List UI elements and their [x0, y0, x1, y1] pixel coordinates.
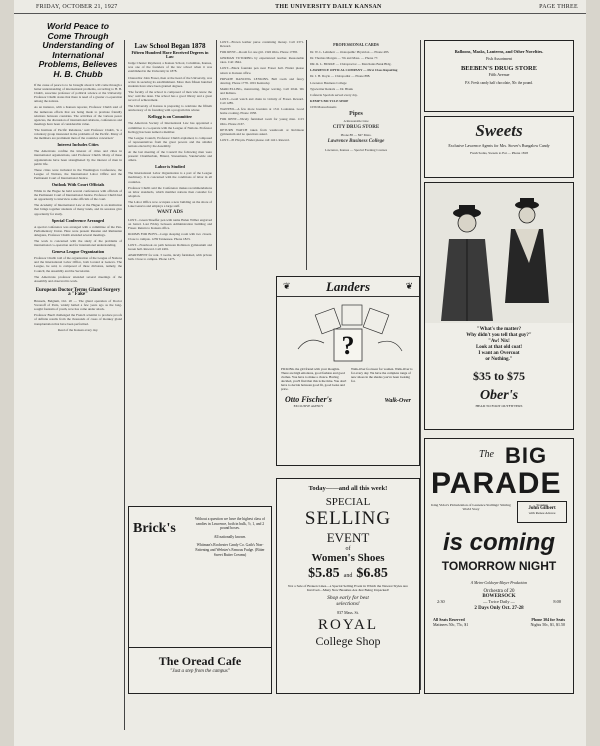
sweets-sub: Exclusive Lawrence Agents for Mrs. Stover's Bungalow Candy: [448, 143, 550, 148]
article-headline-gland: European Doctor Terms Gland Surgery a "Fake": [35, 287, 121, 297]
article-paragraph: The Americans professor attended several meetings of the Assembly and observed its work.: [34, 274, 122, 283]
cards-heading: PROFESSIONAL CARDS: [333, 42, 379, 47]
otto-fischer-brand: Otto Fischer's: [285, 394, 332, 404]
bricks-brands: Whitman's Rochester Candy Co. Gath's Non-Fattening and Webster's Famous Fudge. (Bitter Sweet Butter Creams): [195, 543, 265, 557]
article-subhead: Interest Includes Cities: [57, 142, 99, 148]
landers-copy-right: Walk-Over footwear for women. Walk-Over is for every day. We have the complete range of new shoes in the shades you've been looking for.: [351, 367, 413, 384]
bricks-copy: Without a question we have the highest class of candies in Lawrence, both in bulk, ½, 1, and 2 pound boxes.: [194, 517, 266, 531]
column-3: [220, 40, 304, 290]
sweets-note: Fresh Sodas, Sweets to Eat — Phone 1818: [470, 151, 528, 155]
shoes-illustration: [278, 299, 418, 367]
classified-ad: FOR RENT—Room for one girl. 1326 Ohio. Phone 1738J.: [220, 50, 298, 55]
column-divider: [124, 40, 125, 730]
drug-store-name: BEEBEN'S DRUG STORE: [460, 65, 538, 72]
event-of: of: [345, 546, 351, 552]
matinee-prices: Matinees 50c, 75c, $1: [433, 622, 469, 627]
oread-cafe-tagline: "Just a step from the campus": [170, 669, 230, 674]
business-card: Dr. J. H. Doyle — Chiropodist — Phone 888.: [310, 74, 371, 79]
classified-ad: LOST—Gold watch and chain in vicinity of Fraser. Reward. Call 1289.: [220, 97, 304, 106]
novelties-line: Balloons, Masks, Lanterns, and Other Novelties.: [454, 49, 544, 54]
quote-line-6: or Nothing.": [485, 357, 513, 362]
article-paragraph: At the last meeting of the Council the following men were present: Chamberlain, Briand, Stresemann, Vandervelde and others.: [128, 149, 212, 163]
event-today: Today——and all this week!: [308, 485, 388, 492]
article-subhead: Labor is Studied: [155, 164, 185, 170]
article-paragraph: Professor Chubb told of the organization of the League of Nations and the International Labor Office, both located at Geneva. The League, he said, is composed of three divisions, namely, the Council, the Assembly and the Secretariat.: [34, 256, 122, 273]
exclusive-agency: EXCLUSIVE AGENCY: [293, 403, 324, 408]
drug-store-ad: [424, 40, 574, 112]
article-paragraph: As an instance, with a Kansan reporter, Professor Chubb said of the numerous efforts that are being made to promote friendly relations between countries. The activities of the various peace agencies, the discussion of international relations, conferences and meetings have been of considerable value.: [34, 105, 122, 126]
business-college: Lawrence Business College: [327, 139, 385, 145]
classified-ad: LOST—Green Shaeffer pen with name Helen Wilber engraved on barrel. Last Friday between Administration building and Fraser. Return to Kansan office.: [128, 218, 212, 231]
want-ads-heading: WANT ADS: [157, 210, 183, 216]
article-paragraph: 'The faculty of the school is composed of men who know the law,' said the dean. The school has a good library and a great record of achievement.: [128, 89, 212, 103]
movie-the: The: [479, 449, 494, 460]
event-special: SPECIAL: [325, 496, 371, 508]
pipes-heading: Pipes: [349, 111, 363, 118]
column-divider: [420, 40, 421, 690]
column-divider: [216, 40, 217, 270]
article-paragraph: The work is concerned with the study of the problems of international co-operation and for international understanding.: [34, 239, 122, 248]
price-2: $6.85: [356, 566, 388, 581]
city-drug-sub: Phone 88 — 847 Mass.: [340, 133, 372, 138]
business-card: KEMP'S BICYCLE SHOP: [310, 98, 349, 103]
business-college-sub: Lawrence, Kansas — Special Evening Courses: [324, 147, 388, 152]
article-subhead: Outlook With Court Officials: [51, 181, 105, 187]
classified-ad: PRIVATE DANCING LESSONS. Ball room and fancy dancing. Phone 1778. 1001 Kentucky.: [220, 76, 304, 85]
movie-orchestra: Orchestra of 20: [483, 589, 515, 594]
business-card: Typewriter Rentals — Dr. Blank: [310, 86, 353, 91]
bricks-ad: [128, 506, 272, 694]
classified-ad: WANTED—A few more boarders at 1311 Louisiana. Good home cooking. Phone 1958.: [220, 107, 304, 116]
college-shop: College Shop: [315, 633, 381, 648]
article-paragraph: Chancellor John Fraser, then at the head of the University, was active in securing its establishment. More than fifteen hundred students have since been granted degrees.: [128, 75, 212, 88]
article-headline-law-school: Law School Began 1878: [134, 42, 206, 50]
article-paragraph: Judge Chester Raymond, a Kansas School, Columbus, Kansas, was one of the founders of the law school when it was established in the University in 1878.: [128, 61, 212, 74]
article-headline-peace: World Peace to Come Through Understanding of International Problems, Believes H. B. Chubb: [38, 21, 118, 79]
article-paragraph: A special conference was arranged with a committee of the Pan-Parliamentary Union. Here were present Russian and Rumanian delegates, Professor Chubb attended several meetings.: [34, 224, 122, 237]
quote-line-2: Why didn't you tell that guy?": [466, 333, 532, 338]
walk-over-footer: Walk-Over: [384, 398, 411, 405]
men-in-overcoats-illustration: [425, 183, 573, 323]
newspaper-page: [14, 0, 586, 746]
quote-line-4: Look at that old coat!: [475, 345, 523, 350]
oread-cafe-name: The Oread Cafe: [158, 654, 242, 668]
article-paragraph: The Americans confine the interest of cities and cities in international organizations, said Professor Chubb. Many of these organizations have been strengthened by the interest of men in public life.: [34, 149, 122, 166]
classified-ad: LOST—Pi Phi pin. Finder please call 1421. Reward.: [220, 137, 290, 142]
movie-starring: Starring: [536, 503, 548, 507]
price-1: $5.85: [308, 566, 340, 581]
event-address: 837 Mass. St.: [337, 609, 359, 615]
classified-ad: RETURN WATCH taken from washroom at Robinson gymnasium and no questions asked.: [220, 127, 304, 136]
business-card: LAWRENCE OPTICAL COMPANY — First Class Repairing: [310, 68, 398, 73]
movie-title-big: BIG: [505, 443, 548, 468]
landers-ornament-icon: ❦: [405, 281, 413, 291]
article-paragraph: Brussels, Belgium, Oct. 20 — The gland operation of Doctor Voronoff of Paris, widely hailed a few years ago as the long-sought fountain of youth, now has come under attack.: [34, 299, 122, 312]
article-paragraph: 'The Institute of Pacific Relations,' said Professor Chubb, 'is a voluntary group interested in the problems of the Pacific. Many of the members are prominent men of the countries concerned.': [34, 127, 122, 141]
movie-theater: BOWERSOCK: [482, 594, 516, 599]
business-card: Dr. Thomas Morgan — 7th and Mass. — Phone 77.: [310, 56, 379, 61]
overcoat-price-range: $35 to $75: [473, 369, 525, 383]
landers-ornament-icon: ❦: [283, 281, 291, 291]
masthead: [14, 2, 586, 14]
obers-logo: Ober's: [479, 388, 519, 403]
article-subhead: Geneva League Organization: [51, 249, 105, 255]
royal-name: ROYAL: [317, 616, 378, 633]
article-paragraph: The International Labor Organization is a part of the League machinery. It is concerned with the conditions of labor in all countries.: [128, 171, 212, 184]
article-subhead: Kellogg is on Committee: [148, 114, 192, 120]
movie-dates: 2 Days Only Oct. 27-28: [474, 606, 524, 611]
masthead-date: FRIDAY, OCTOBER 21, 1927: [36, 4, 118, 10]
article-subhead: Special Conference Arranged: [51, 217, 105, 223]
night-prices: Nights 50c, $1, $1.50: [530, 622, 565, 627]
business-card: Dr. W. L. Lehnherr — Osteopathic Physician — Phone 483.: [310, 50, 390, 55]
landers-ad: [276, 276, 420, 466]
article-paragraph: If the cause of peace is to be brought about it will come through a better understanding of international problems, according to H. B. Chubb, associate professor of political science at the University. Professor Chubb states that there is need of a greater co-operation among the nations.: [34, 83, 122, 104]
landers-copy: PICKING the girl friend with your thoughts. There are high emotions, good fashion and good clothes. You have to make a choice. Having decided, you'll find that this is the time. You don't have to decide between good fit, good looks and price.: [281, 367, 347, 392]
column-divider: [306, 40, 307, 270]
classified-ad: LOST—Brown leather purse containing money. Call 2371. Reward.: [220, 40, 304, 49]
time-matinee: 2:30: [437, 599, 445, 604]
business-card: 1036 Massachusetts: [310, 104, 337, 109]
article-paragraph: The Labor Office now occupies a new building on the shore of Lake Geneva and employs a large staff.: [128, 199, 212, 208]
article-paragraph: Professor Chubb said the Conference makes recommendations on labor standards, which member nations then consider for adoption.: [128, 185, 212, 198]
landers-logo: Landers: [325, 278, 371, 294]
movie-studio: A Metro-Goldwyn-Mayer Production: [470, 581, 528, 585]
pipes-sub: A Reasonable Line: [343, 119, 369, 124]
classified-ad: GERMAN TUTORING by experienced teacher. Reasonable rates. Call 1844.: [220, 56, 304, 65]
column-1: [34, 16, 122, 746]
quote-line-3: "Aw! Nix!: [488, 339, 510, 344]
fish-assortment: Fish Assortment: [485, 56, 513, 61]
business-card: DR. R. L. BURKE — Chiropractor — Merchants Bank Bldg.: [310, 62, 392, 67]
event-note: Not a Sale of Broken Lines—a Special Selling Event in Which the Newest Styles Are Involved—Many New Beauties Are Just Being Unpacked!: [288, 584, 408, 593]
quote-line-5: I want an Overcoat: [478, 351, 520, 356]
article-paragraph: The Academy of International Law at the Hague is an institution that brings together students of many lands, and its sessions give opportunity for study.: [34, 203, 122, 216]
event-shop-early: Shop early for best selections!: [327, 594, 369, 607]
royal-selling-event-ad: [276, 478, 420, 694]
article-paragraph: Read of the Kansan every day.: [57, 327, 99, 332]
seats-reserved: All Seats Reserved: [433, 617, 465, 622]
classified-ad: FOR RENT—Nicely furnished room for young man. 1115 Ohio. Phone 2167.: [220, 117, 304, 126]
movie-credit: King Vidor's Picturization of Laurence Stallings' Stirring World Story: [431, 503, 511, 512]
event-event: EVENT: [326, 530, 370, 545]
masthead-title: THE UNIVERSITY DAILY KANSAN: [275, 4, 382, 10]
city-drug-store: CITY DRUG STORE: [332, 125, 380, 131]
column-4: [310, 40, 402, 290]
big-parade-ad: [424, 438, 574, 694]
classified-ad: LOST—Black fountain pen near Fraser hall. Finder please return to Kansan office.: [220, 66, 304, 75]
article-paragraph: These cities were included in the Washington Conference, the League of Nations, the International Labor Office and the Permanent Court of International Justice.: [34, 167, 122, 180]
masthead-page: PAGE THREE: [539, 4, 578, 10]
movie-tomorrow-night: TOMORROW NIGHT: [441, 559, 557, 573]
sweets-logo: Sweets: [475, 121, 523, 140]
movie-title-parade: PARADE: [431, 467, 562, 500]
bricks-copy-2: All nationally known.: [213, 534, 247, 539]
classified-ad: LOST—Notebook on path between Robinson gymnasium and Green hall. Reward. Call 2491.: [128, 242, 212, 251]
bricks-title: Brick's: [133, 521, 176, 536]
seats-phone: Phone 304 for Seats: [531, 617, 565, 622]
time-evening: 8:00: [553, 599, 561, 604]
movie-star: John Gilbert: [528, 506, 556, 512]
movie-star-2: with Renee Adoree: [528, 511, 556, 516]
article-subhead: Fifteen Hundred Have Received Degrees in Law: [131, 50, 209, 60]
article-paragraph: The American Society of International Law has appointed a committee to co-operate with the League of Nations. Professor Kellogg has been named a member.: [128, 121, 212, 134]
movie-is-coming: is coming: [442, 529, 556, 556]
obers-overcoat-ad: [424, 182, 574, 430]
column-2: [128, 40, 212, 534]
obers-sub: HEAD TO FOOT OUTFITTERS: [475, 404, 523, 408]
classified-ad: APARTMENT for rent. 3 rooms, nicely furnished, with private bath. Close to campus. Phone 1475.: [128, 252, 212, 261]
sweets-candy-ad: [424, 116, 574, 178]
classified-ad: MARCELLING, manicuring, finger waving. Call 2042. 9th and Indiana.: [220, 86, 304, 95]
svg-text:?: ?: [341, 331, 355, 360]
price-and: and: [343, 573, 353, 579]
business-card: Lawrence Business College: [310, 80, 347, 85]
movie-star-box: [517, 501, 567, 523]
article-paragraph: The League Council, Professor Chubb explained, is composed of representatives from the great powers and the smaller nations elected by the Assembly.: [128, 135, 212, 148]
article-paragraph: While in the Hague he held several conferences with officials of the Permanent Court of International Justice. Professor Chubb had an opportunity to interview some officials of the court.: [34, 189, 122, 202]
time-twice-daily: — Twice Daily —: [483, 599, 515, 604]
article-paragraph: Professor Buell challenged the French scientist to produce proofs of definite results from the thousands of cases of monkey gland transplantation that have been performed.: [34, 313, 122, 326]
drug-store-candy: P.S. Fresh candy half chocolate, 50c the pound.: [465, 81, 533, 85]
drug-store-sub: Fifth Avenue: [488, 72, 510, 77]
event-selling: SELLING: [304, 508, 392, 529]
quote-line-1: "What's the matter?: [476, 327, 522, 332]
classified-ad: ROOMS FOR BOYS—Large sleeping room with two closets. Close to campus. 1239 Tennessee. Phone 1823.: [128, 232, 212, 241]
article-paragraph: The University of Kansas is preparing to celebrate the fiftieth anniversary of its founding with a program this winter.: [128, 104, 212, 113]
business-card: Cafeteria Specials served every day.: [310, 92, 358, 97]
event-womens-shoes: Women's Shoes: [311, 552, 385, 564]
